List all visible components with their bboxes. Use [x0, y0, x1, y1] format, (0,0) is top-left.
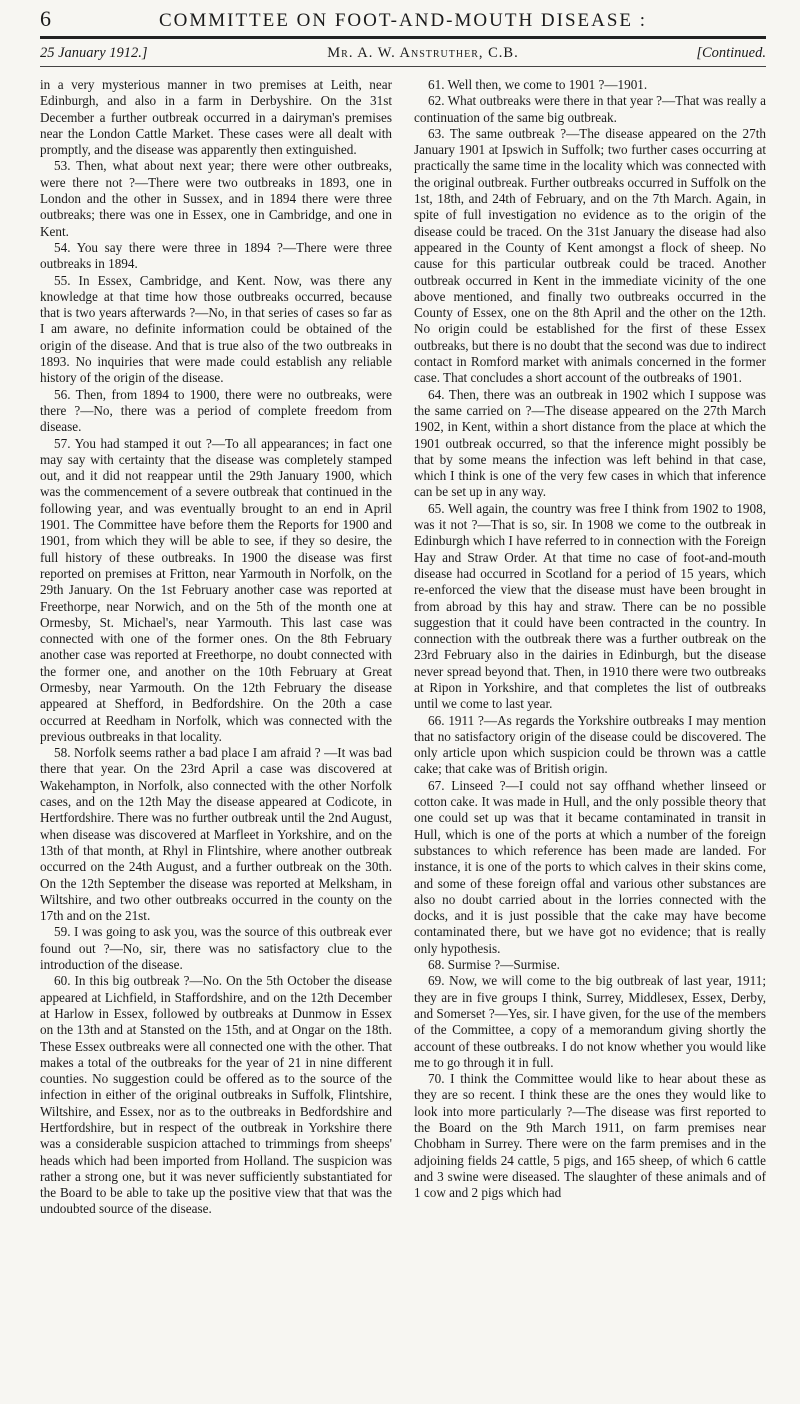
paragraph: 65. Well again, the country was free I think from 1902 to 1908, was it not ?—That is so, sir. In 1908 we come to the outbreak in Edinburgh which I have referred to in connection with the Foreign Hay and Straw Order. At that time no case of foot-and-mouth disease had occurred in Scotland for a period of 15 years, which re-enforced the view that the disease must have been brought in from abroad by this hay and straw. There can be no possible suggestion that it could have been contracted in the country. In connection with the outbreak there was a further outbreak on the 23rd February also in the dairies in Edinburgh, but the disease never spread beyond that. Then, in 1910 there were two outbreaks at Ripon in Yorkshire, and that completes the list of outbreaks until we come to last year. — [414, 500, 766, 712]
continued-marker: [Continued. — [696, 45, 766, 61]
paragraph: 60. In this big outbreak ?—No. On the 5th October the disease appeared at Lichfield, in Staffordshire, and on the 12th December at Harlow in Essex, followed by outbreaks at Dunmow in Essex on the 13th and at Stansted on the 15th, and at Ongar on the 18th. These Essex outbreaks were all connected one with the other. That makes a total of the outbreaks for the year of 21 in nine different counties. No suggestion could be offered as to the source of the infection in either of the original outbreaks in Suffolk, Flintshire, Wiltshire, and Essex, nor as to the outbreaks in Bedfordshire and Hertfordshire, but in respect of the outbreak in Yorkshire there was a considerable suspicion attached to trimmings from sheeps' heads which had been imported from Holland. The suspicion was rather a strong one, but it was never sufficiently substantiated for the Board to be able to take up the positive view that that was the undoubted source of the disease. — [40, 973, 392, 1217]
paragraph: 66. 1911 ?—As regards the Yorkshire outbreaks I may mention that no satisfactory origin of the disease could be discovered. The only article upon which suspicion could be thrown was a cattle cake; that cake was of British origin. — [414, 712, 766, 777]
left-column — [40, 77, 392, 1218]
session-date: 25 January 1912.] — [40, 45, 148, 61]
text-columns — [40, 77, 766, 1218]
running-title: COMMITTEE ON FOOT-AND-MOUTH DISEASE : — [158, 10, 648, 31]
sub-header — [40, 39, 766, 67]
paragraph: 67. Linseed ?—I could not say offhand whether linseed or cotton cake. It was made in Hull, and the only possible theory that one could set up was that it became contaminated in transit in Hull, which is one of the ports at which a number of the foreign substances to which reference has been made are landed. For instance, it is one of the ports to which calves in their skins come, and some of these foreign offal and various other substances are also no doubt carried about in the lorries connected with the docks, and it is just possible that the cake may have become contaminated there, but we have got no evidence; that is really only hypothesis. — [414, 777, 766, 956]
paragraph: 64. Then, there was an outbreak in 1902 which I suppose was the same carried on ?—The disease appeared on the 27th March 1902, in Kent, within a short distance from the place at which the 1901 outbreak occurred, so that the inference might possibly be that by some means the infection was left behind in that case, which I think is one of the very few cases in which that inference can be set up in any way. — [414, 386, 766, 500]
paragraph: 68. Surmise ?—Surmise. — [428, 957, 560, 973]
paragraph: 55. In Essex, Cambridge, and Kent. Now, was there any knowledge at that time how those outbreaks occurred, because that is two years afterwards ?—No, in that series of cases so far as I am aware, no definite information could be obtained of the origin of the disease. And that is true also of the two outbreaks in 1893. No inquiries that were made could establish any reliable history of the origin of the disease. — [40, 272, 392, 386]
paragraph: 62. What outbreaks were there in that year ?—That was really a continuation of the same big outbreak. — [414, 93, 766, 125]
page-number: 6 — [40, 6, 53, 31]
paragraph: in a very mysterious manner in two premises at Leith, near Edinburgh, and also in a farm in Derbyshire. On the 31st December a further outbreak occurred in a dairyman's premises near the London Cattle Market. These cases were all dealt with promptly, and the disease was apparently then extinguished. — [40, 77, 392, 158]
paragraph: 63. The same outbreak ?—The disease appeared on the 27th January 1901 at Ipswich in Suffolk; two further cases occurring at practically the same time in the locality which was connected with the original outbreak. Further outbreaks occurred in Suffolk on the 1st, 18th, and 24th of February, and on the 7th March. Again, in spite of full investigation no evidence as to the origin of the disease could be traced. On the 31st January the disease had also appeared in the County of Kent amongst a flock of sheep. No cause for this particular outbreak could be traced. Another outbreak occurred in Kent in the immediate vicinity of the one above mentioned, and finally two outbreaks occurred in the County of Essex, one on the 8th April and the other on the 12th. No origin could be established for the first of these Essex outbreaks, but there is no doubt that the second was due to indirect contact in Romford market with animals concerned in the former case. That concludes a short account of the outbreaks of 1901. — [414, 125, 766, 386]
paragraph: 70. I think the Committee would like to hear about these as they are so recent. I think these are the ones they would like to look into more particularly ?—The disease was first reported to the Board on the 9th March 1911, on farm premises near Chobham in Surrey. There were on the farm premises and in the adjoining fields 24 cattle, 5 pigs, and 165 sheep, of which 6 cattle and 3 swine were diseased. The slaughter of these animals and of 1 cow and 2 pigs which had — [414, 1071, 766, 1201]
running-head — [40, 0, 766, 36]
right-column — [414, 77, 766, 1218]
paragraph: 57. You had stamped it out ?—To all appearances; in fact one may say with certainty that the disease was completely stamped out, and it did not reappear until the 29th January 1900, which was the commencement of a severe outbreak that continued in the following year, and was eventually brought to an end in April 1901. The Committee have before them the Reports for 1900 and 1901, from which they will be able to see, if they so desire, the full history of these outbreaks. In 1900 the disease was first reported on premises at Fritton, near Yarmouth in Norfolk, on the 29th January. On the 1st February another case was reported at Freethorpe, near Norwich, and on the 5th of the month one at Ormesby, St. Michael's, near Yarmouth. This last case was connected with one of the former ones. On the 8th February another case was reported at Freethorpe, no doubt connected with the former one, and another on the 10th February at Great Ormesby, near Yarmouth. On the 12th February the disease appeared at Shefford, in Bedfordshire. On the 20th a case occurred at Reedham in Norfolk, which was connected with the previous outbreaks in that locality. — [40, 435, 392, 744]
paragraph: 53. Then, what about next year; there were other outbreaks, were there not ?—There were two outbreaks in 1893, one in London and the other in Sussex, and in 1894 there were three outbreaks; there was one in Essex, one in Cambridge, and one in Kent. — [40, 158, 392, 239]
paragraph: 54. You say there were three in 1894 ?—There were three outbreaks in 1894. — [40, 239, 392, 272]
paragraph: 69. Now, we will come to the big outbreak of last year, 1911; they are in five groups I think, Surrey, Middlesex, Essex, Derby, and Somerset ?—Yes, sir. I have given, for the use of the members of the Committee, a copy of a memorandum giving shortly the account of these outbreaks. I do not know whether you would like me to go through it in full. — [414, 973, 766, 1070]
witness-name: Mr. A. W. Anstruther, C.B. — [327, 45, 519, 61]
paragraph: 59. I was going to ask you, was the source of this outbreak ever found out ?—No, sir, there was no satisfactory clue to the introduction of the disease. — [40, 924, 392, 973]
paragraph: 58. Norfolk seems rather a bad place I am afraid ? —It was bad there that year. On the 23rd April a case was discovered at Wakehampton, in Norfolk, also connected with the other Norfolk cases, and on the 12th May the disease appeared at Codicote, in Hertfordshire. There was no further outbreak until the 2nd August, when disease was discovered at Marfleet in Yorkshire, and on the 13th of that month, at Rhyl in Flintshire, where another outbreak occurred on the 24th August, and a further outbreak on the 30th. On the 12th September the disease was reported at Melksham, in Wiltshire, and two other outbreaks occurred in the county on the 17th and on the 21st. — [40, 745, 392, 924]
paragraph: 61. Well then, we come to 1901 ?—1901. — [428, 77, 648, 92]
paragraph: 56. Then, from 1894 to 1900, there were no outbreaks, were there ?—No, there was a period of complete freedom from disease. — [40, 386, 392, 435]
